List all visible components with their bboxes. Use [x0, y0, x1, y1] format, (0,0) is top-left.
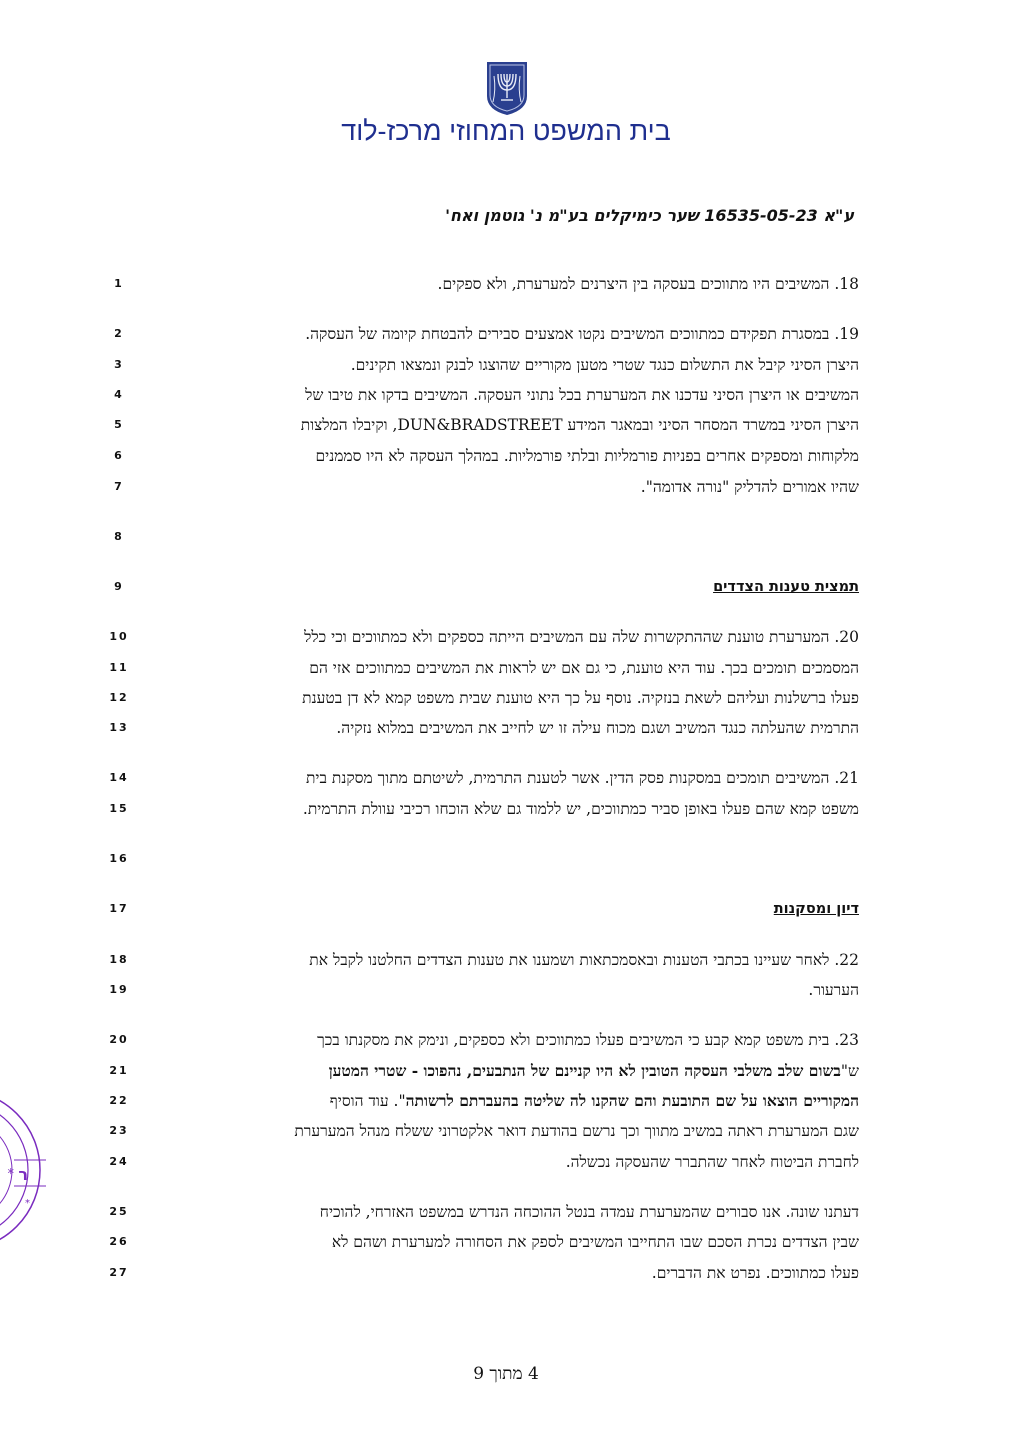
line-number: 3 — [114, 358, 124, 371]
section-heading-discussion: דיון ומסקנות — [773, 901, 859, 917]
paragraph-number: 23. — [834, 1031, 859, 1049]
line-number: 22 — [109, 1094, 129, 1107]
line-number: 25 — [109, 1205, 129, 1218]
text-line: התרמית שהעלתה כנגד המשיב ושגם מכוח עילה זו יש לחייב את המשיבים במלוא נזקיה. — [336, 719, 859, 737]
text-line: משפט קמא שהם פעלו באופן סביר כמתווכים, יש ללמוד גם שלא הוכחו רכיבי עוולת התרמית. — [302, 800, 859, 818]
text-line: פעלו ברשלנות ועליהם לשאת בנזקיה. נוסף על כך היא טוענת שבית משפט קמא לא דן בטענת — [302, 689, 859, 707]
line-number: 1 — [114, 277, 124, 290]
page-number: 4 מתוך 9 — [473, 1364, 539, 1384]
line-number: 6 — [114, 449, 124, 462]
paragraph-number: 19. — [834, 325, 859, 343]
line-number: 19 — [109, 983, 129, 996]
line-number: 4 — [114, 388, 124, 401]
line-number: 27 — [109, 1266, 129, 1279]
line-number: 11 — [109, 661, 129, 674]
case-title: ע"א 16535-05-23 שער כימיקלים בע"מ נ' גוטמן ואח' — [445, 206, 854, 225]
text: ". עוד הוסיף — [329, 1092, 406, 1110]
line-number: 2 — [114, 327, 124, 340]
paragraph-number: 21. — [834, 769, 859, 787]
svg-text:ר: ר — [18, 1165, 28, 1184]
text-line — [154, 1029, 859, 1051]
paragraph-number: 18. — [834, 275, 859, 293]
line-number: 16 — [109, 852, 129, 865]
text-line — [154, 626, 859, 648]
text-line — [154, 767, 859, 789]
quoted-text: המקוריים הוצאו על שם התובעת והם שהקנו לה שליטה בהעברתם לרשותה — [405, 1091, 859, 1110]
line-number: 5 — [114, 418, 124, 431]
text: המשיבים היו מתווכים בעסקה בין היצרנים למערערת, ולא ספקים. — [437, 275, 830, 293]
text-line: פעלו כמתווכים. נפרט את הדברים. — [651, 1264, 859, 1282]
text-line: היצרן הסיני במשרד המסחר הסיני ובמאגר המידע DUN&BRADSTREET, וקיבלו המלצות — [300, 416, 859, 434]
line-number: 21 — [109, 1064, 129, 1077]
text-line: היצרן הסיני קיבל את התשלום כנגד שטרי מטען מקוריים שהוצגו לבנק ונמצאו תקינים. — [350, 356, 859, 374]
court-name: בית המשפט המחוזי מרכז-לוד — [341, 116, 671, 146]
text: במסגרת תפקידם כמתווכים המשיבים נקטו אמצעים סבירים להבטחת קיומה של העסקה. — [305, 325, 830, 343]
text-line: שהיו אמורים להדליק "נורה אדומה". — [640, 478, 859, 496]
text: בית משפט קמא קבע כי המשיבים פעלו כמתווכים ולא כספקים, ונימק את מסקנתו בכך — [317, 1031, 830, 1049]
text-line: המסמכים תומכים בכך. עוד היא טוענת, כי גם אם יש לראות את המשיבים כמתווכים אזי הם — [309, 659, 859, 677]
text: המערערת טוענת שההתקשרות שלה עם המשיבים הייתה כספקים ולא כמתווכים וכי כלל — [304, 628, 830, 646]
text-line: המשיבים או היצרן הסיני עדכנו את המערערת בכל נתוני העסקה. המשיבים בדקו את טיבו של — [305, 386, 859, 404]
line-number: 9 — [114, 580, 124, 593]
paragraph-number: 22. — [834, 951, 859, 969]
line-number: 10 — [109, 630, 129, 643]
line-number: 18 — [109, 953, 129, 966]
text-line: מלקוחות ומספקים אחרים בפניות פורמליות ובלתי פורמליות. במהלך העסקה לא היו סממנים — [315, 447, 859, 465]
state-emblem-icon — [484, 60, 530, 116]
quoted-text: בשום שלב משלבי העסקה הטובין לא היו קניינם של הנתבעים, נהפוכו - שטרי המטען — [328, 1061, 841, 1080]
section-heading-claims-summary: תמצית טענות הצדדים — [713, 579, 859, 595]
text-line: לחברת הביטוח לאחר שהתברר שהעסקה נכשלה. — [565, 1153, 859, 1171]
line-number: 8 — [114, 530, 124, 543]
court-stamp-icon — [0, 1090, 46, 1250]
text-line: שגם המערערת ראתה במשיב מתווך וכך נרשם בהודעת דואר אלקטרוני ששלח מנהל המערערת — [294, 1122, 859, 1140]
text-line — [154, 949, 859, 971]
text: לאחר שעיינו בכתבי הטענות ובאסמכתאות ושמענו את טענות הצדדים החלטנו לקבל את — [309, 951, 830, 969]
line-number: 15 — [109, 802, 129, 815]
svg-text:*: * — [25, 1198, 30, 1209]
line-number: 13 — [109, 721, 129, 734]
line-number: 7 — [114, 480, 124, 493]
text: המשיבים תומכים במסקנות פסק הדין. אשר לטענת התרמית, לשיטתם מתוך מסקנת בית — [305, 769, 830, 787]
line-number: 20 — [109, 1033, 129, 1046]
line-number: 23 — [109, 1124, 129, 1137]
line-number: 24 — [109, 1155, 129, 1168]
svg-text:*: * — [7, 1167, 14, 1182]
line-number: 14 — [109, 771, 129, 784]
paragraph-number: 20. — [834, 628, 859, 646]
text-line — [171, 1060, 859, 1082]
text-line: שבין הצדדים נכרת הסכם שבו התחייבו המשיבים לספק את הסחורה למערערת ושהם לא — [331, 1233, 859, 1251]
text: ש" — [840, 1062, 859, 1080]
line-number: 26 — [109, 1235, 129, 1248]
line-number: 12 — [109, 691, 129, 704]
text-line — [154, 273, 859, 295]
text-line — [154, 323, 859, 345]
text-line — [171, 1090, 859, 1112]
text-line: הערעור. — [808, 981, 859, 999]
text-line: דעתנו שונה. אנו סבורים שהמערערת עמדה בנטל ההוכחה הנדרש במשפט האזרחי, להוכיח — [319, 1203, 859, 1221]
line-number: 17 — [109, 902, 129, 915]
